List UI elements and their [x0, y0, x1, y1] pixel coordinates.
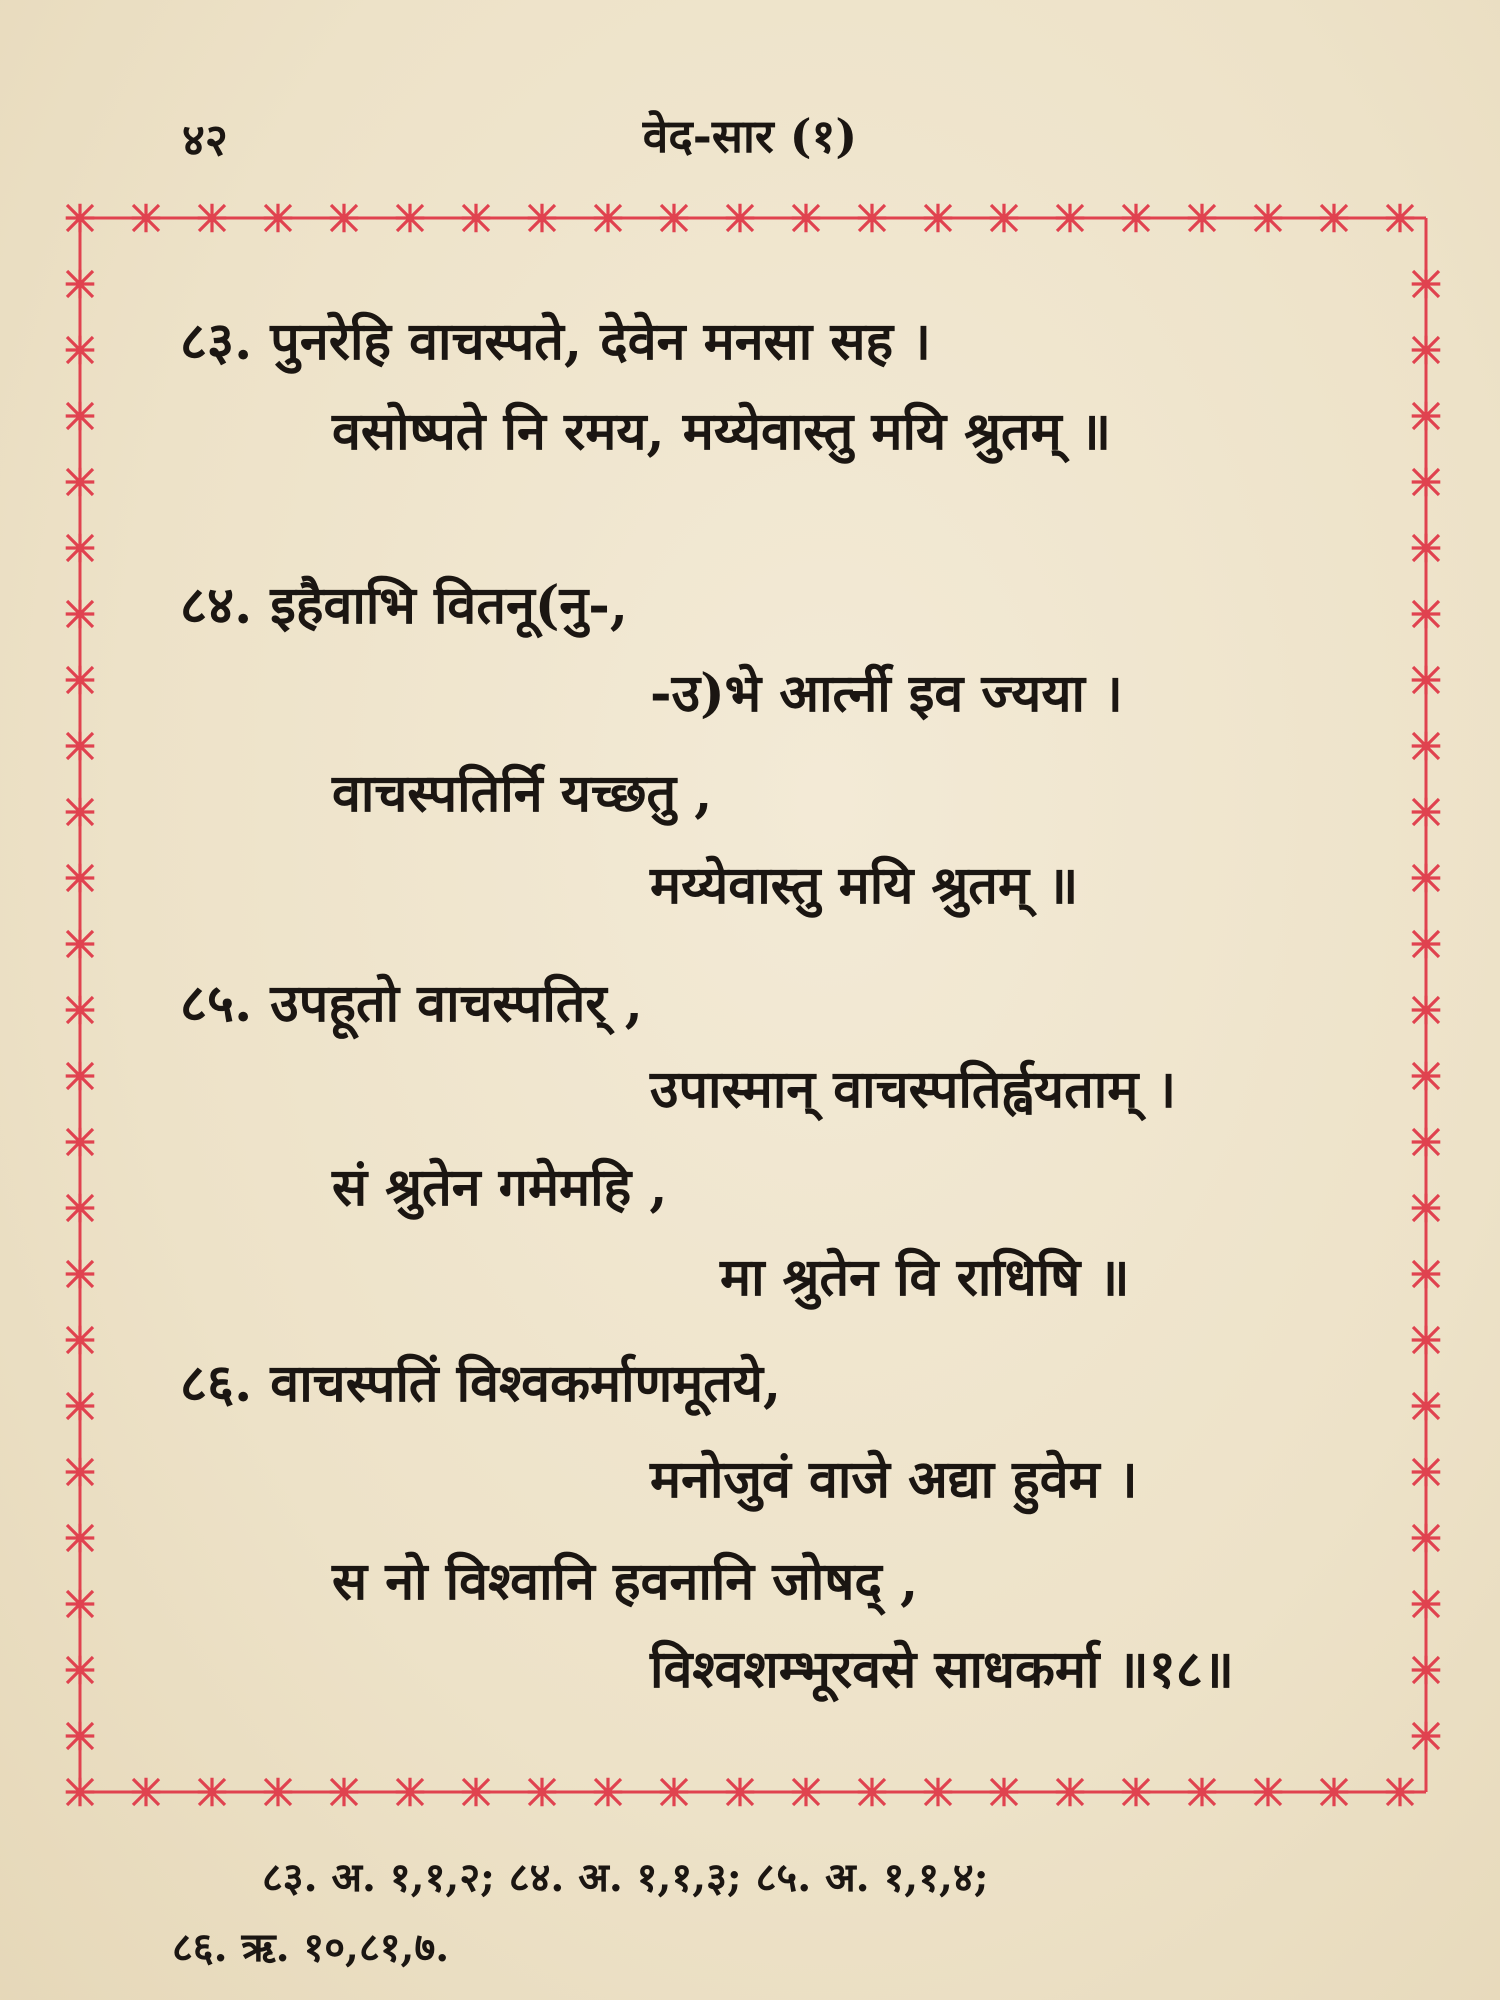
border-motif [66, 1194, 95, 1223]
border-motif [1056, 1778, 1085, 1807]
verse-number: ८३. [180, 311, 253, 372]
border-motif [66, 1458, 95, 1487]
border-motif [198, 1778, 227, 1807]
verse-number: ८४. [180, 575, 253, 636]
border-motif [1412, 996, 1441, 1025]
border-motif [1412, 600, 1441, 629]
border-motif [462, 1778, 491, 1807]
border-motif [792, 1778, 821, 1807]
border-motif [528, 1778, 557, 1807]
references-line-2: ८६. ऋ. १०,८१,७. [172, 1924, 450, 1971]
border-motif [528, 204, 557, 233]
verse-83-line-2: वसोष्पते नि रमय, मय्येवास्तु मयि श्रुतम् ॥ [332, 401, 1112, 462]
border-motif [66, 1778, 95, 1807]
verse-84-line-4: मय्येवास्तु मयि श्रुतम् ॥ [650, 855, 1079, 916]
border-motif [66, 1524, 95, 1553]
border-motif [396, 1778, 425, 1807]
border-motif [198, 204, 227, 233]
border-motif [66, 600, 95, 629]
border-motif [66, 1260, 95, 1289]
border-motif [66, 666, 95, 695]
verse-text: उपहूतो वाचस्पतिर् , [270, 973, 643, 1034]
verse-84-line-2: -उ)भे आर्त्नी इव ज्यया । [650, 663, 1123, 724]
border-motif [66, 204, 95, 233]
verse-text: इहैवाभि वितनू(नु-, [270, 575, 628, 636]
border-motif [66, 798, 95, 827]
border-motif [1122, 204, 1151, 233]
border-motif [1254, 1778, 1283, 1807]
border-motif [132, 1778, 161, 1807]
border-motif [594, 204, 623, 233]
border-motif [924, 204, 953, 233]
border-motif [396, 204, 425, 233]
verse-85-line-3: सं श्रुतेन गमेमहि , [332, 1157, 668, 1218]
border-motif [1412, 1326, 1441, 1355]
border-motif [66, 1326, 95, 1355]
border-motif [726, 204, 755, 233]
border-motif [462, 204, 491, 233]
border-motif [1122, 1778, 1151, 1807]
border-motif [66, 1656, 95, 1685]
border-motif [660, 204, 689, 233]
border-motif [1056, 204, 1085, 233]
border-motif [858, 1778, 887, 1807]
border-motif [1412, 864, 1441, 893]
border-motif [1254, 204, 1283, 233]
border-motif [1412, 798, 1441, 827]
border-motif [66, 1590, 95, 1619]
verse-number: ८५. [180, 973, 253, 1034]
verse-text: पुनरेहि वाचस्पते, देवेन मनसा सह । [270, 311, 931, 372]
border-motif [66, 1722, 95, 1751]
border-motif [1412, 402, 1441, 431]
border-motif [66, 1128, 95, 1157]
verse-86-line-1 [180, 1353, 782, 1414]
border-motif [1412, 270, 1441, 299]
border-motif [66, 930, 95, 959]
border-motif [924, 1778, 953, 1807]
border-motif [1412, 1062, 1441, 1091]
border-motif [1188, 1778, 1217, 1807]
border-motif [264, 1778, 293, 1807]
references-line-1: ८३. अ. १,१,२; ८४. अ. १,१,३; ८५. अ. १,१,४; [262, 1854, 989, 1901]
border-motif [1188, 204, 1217, 233]
border-motif [132, 204, 161, 233]
verse-85-line-2: उपास्मान् वाचस्पतिर्ह्वयताम् । [650, 1059, 1177, 1120]
border-motif [1320, 1778, 1349, 1807]
border-motif [1412, 1128, 1441, 1157]
border-motif [66, 732, 95, 761]
verse-85-line-4: मा श्रुतेन वि राधिषि ॥ [720, 1247, 1130, 1308]
verse-84-line-1 [180, 575, 628, 636]
verse-83-line-1 [180, 311, 931, 372]
border-motif [66, 270, 95, 299]
border-motif [66, 336, 95, 365]
border-motif [1412, 732, 1441, 761]
border-motif [1412, 468, 1441, 497]
page-number: ४२ [182, 115, 228, 166]
border-motif [66, 402, 95, 431]
border-motif [858, 204, 887, 233]
border-motif [792, 204, 821, 233]
border-motif [990, 204, 1019, 233]
running-title: वेद-सार (१) [642, 109, 858, 163]
border-motif [66, 864, 95, 893]
border-motif [1412, 1392, 1441, 1421]
verse-number: ८६. [180, 1353, 253, 1414]
border-motif [1412, 1458, 1441, 1487]
border-motif [1412, 666, 1441, 695]
border-motif [330, 1778, 359, 1807]
border-motif [660, 1778, 689, 1807]
border-motif [594, 1778, 623, 1807]
border-motif [990, 1778, 1019, 1807]
border-motif [330, 204, 359, 233]
border-motif [264, 204, 293, 233]
border-motif [66, 1392, 95, 1421]
border-motif [1412, 1656, 1441, 1685]
verse-84-line-3: वाचस्पतिर्नि यच्छतु , [332, 763, 713, 824]
border-motif [1412, 1194, 1441, 1223]
border-motif [66, 534, 95, 563]
border-motif [1412, 1590, 1441, 1619]
border-motif [1386, 1778, 1415, 1807]
verse-86-line-3: स नो विश्वानि हवनानि जोषद् , [332, 1551, 919, 1612]
border-motif [1412, 336, 1441, 365]
border-motif [1412, 1524, 1441, 1553]
border-motif [66, 468, 95, 497]
verse-85-line-1 [180, 973, 643, 1034]
verse-86-line-2: मनोजुवं वाजे अद्या हुवेम । [650, 1449, 1138, 1510]
border-motif [1412, 930, 1441, 959]
border-motif [66, 996, 95, 1025]
verse-86-line-4: विश्वशम्भूरवसे साधकर्मा ॥१८॥ [650, 1639, 1234, 1700]
border-motif [1386, 204, 1415, 233]
verse-text: वाचस्पतिं विश्वकर्माणमूतये, [270, 1353, 782, 1414]
page-header [0, 100, 1500, 170]
border-motif [1412, 534, 1441, 563]
border-motif [1320, 204, 1349, 233]
border-motif [1412, 1722, 1441, 1751]
border-motif [726, 1778, 755, 1807]
border-motif [1412, 1260, 1441, 1289]
border-motif [66, 1062, 95, 1091]
